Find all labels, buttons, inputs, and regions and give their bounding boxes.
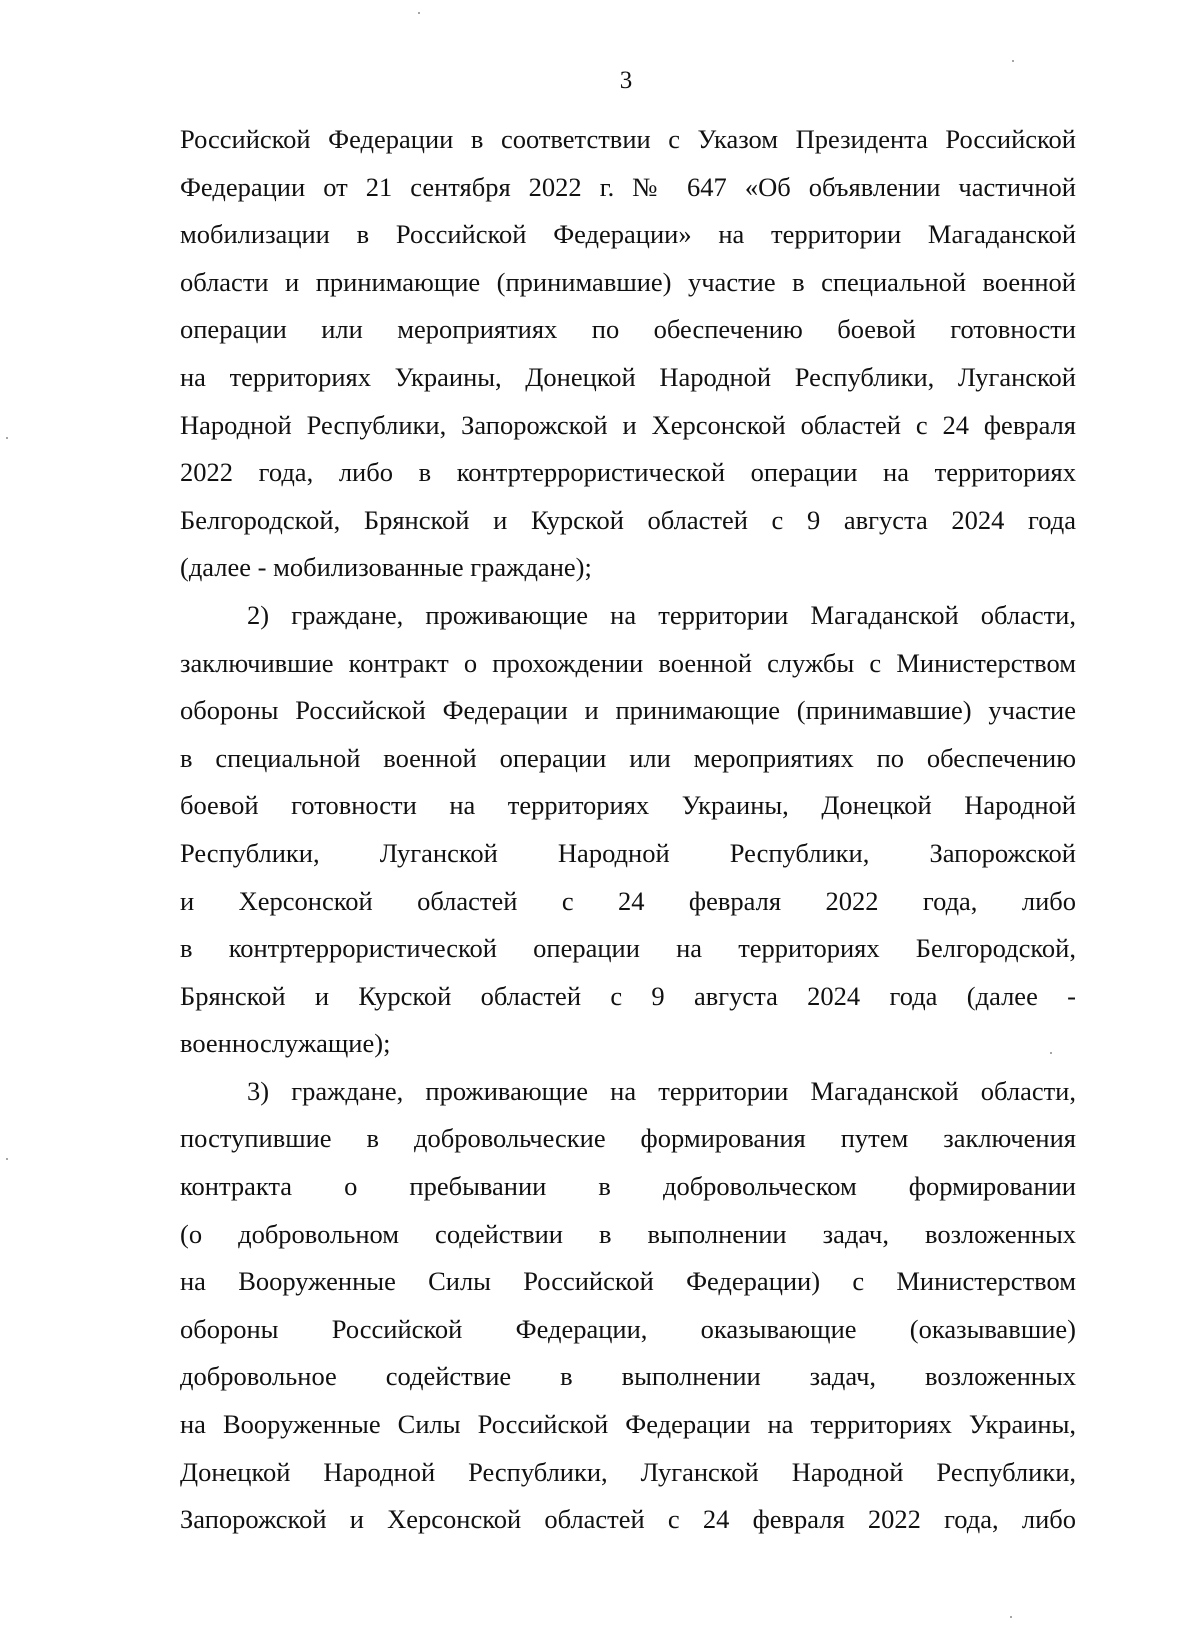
text-line: и Херсонской областей с 24 февраля 2022 года, либо [180,885,1076,916]
text-line: Российской Федерации в соответствии с Указом Президента Российской [180,124,1076,154]
text-line: заключившие контракт о прохождении военной службы с Министерством [180,647,1076,678]
text-line: (о добровольном содействии в выполнении задач, возложенных [180,1218,1076,1249]
scan-speck [1050,1052,1052,1054]
scan-speck [6,437,8,439]
page-number: 3 [619,67,633,94]
text-line: Донецкой Народной Республики, Луганской Народной Республики, [180,1456,1076,1487]
text-line: мобилизации в Российской Федерации» на территории Магаданской [180,219,1076,250]
text-line: Народной Республики, Запорожской и Херсонской областей с 24 февраля [180,409,1076,440]
text-line: обороны Российской Федерации, оказывающие (оказывавшие) [180,1313,1076,1344]
text-line: контракта о пребывании в добровольческом формировании [180,1171,1076,1202]
scan-speck [1012,60,1014,62]
text-line: добровольное содействие в выполнении задач, возложенных [180,1361,1076,1392]
text-line: в специальной военной операции или мероприятиях по обеспечению [180,742,1076,773]
text-line: на Вооруженные Силы Российской Федерации на территориях Украины, [180,1409,1076,1440]
text-line: на Вооруженные Силы Российской Федерации) с Министерством [180,1266,1076,1297]
text-line: военнослужащие); [180,1028,391,1059]
document-body [180,116,1076,1544]
scan-speck [418,12,420,14]
text-line: (далее - мобилизованные граждане); [180,552,592,583]
text-line: Республики, Луганской Народной Республики, Запорожской [180,837,1076,868]
text-line: обороны Российской Федерации и принимающие (принимавшие) участие [180,695,1076,726]
scan-speck [1010,1616,1012,1618]
text-line: Запорожской и Херсонской областей с 24 февраля 2022 года, либо [180,1504,1076,1535]
scan-speck [6,1158,8,1160]
paragraph-3-first-line: 3) граждане, проживающие на территории Магаданской области, [247,1075,1076,1106]
text-line: Белгородской, Брянской и Курской областей с 9 августа 2024 года [180,504,1076,535]
text-line: боевой готовности на территориях Украины, Донецкой Народной [180,790,1076,821]
text-line: Федерации от 21 сентября 2022 г. № 647 «Об объявлении частичной [180,171,1076,202]
text-line: поступившие в добровольческие формирования путем заключения [180,1123,1076,1154]
text-line: Брянской и Курской областей с 9 августа 2024 года (далее - [180,980,1076,1011]
text-line: 2022 года, либо в контртеррористической операции на территориях [180,457,1076,488]
text-line: в контртеррористической операции на территориях Белгородской, [180,933,1076,964]
text-line: операции или мероприятиях по обеспечению боевой готовности [180,314,1076,345]
paragraph-2-first-line: 2) граждане, проживающие на территории Магаданской области, [247,599,1076,630]
text-line: области и принимающие (принимавшие) участие в специальной военной [180,266,1076,297]
text-line: на территориях Украины, Донецкой Народной Республики, Луганской [180,361,1076,392]
